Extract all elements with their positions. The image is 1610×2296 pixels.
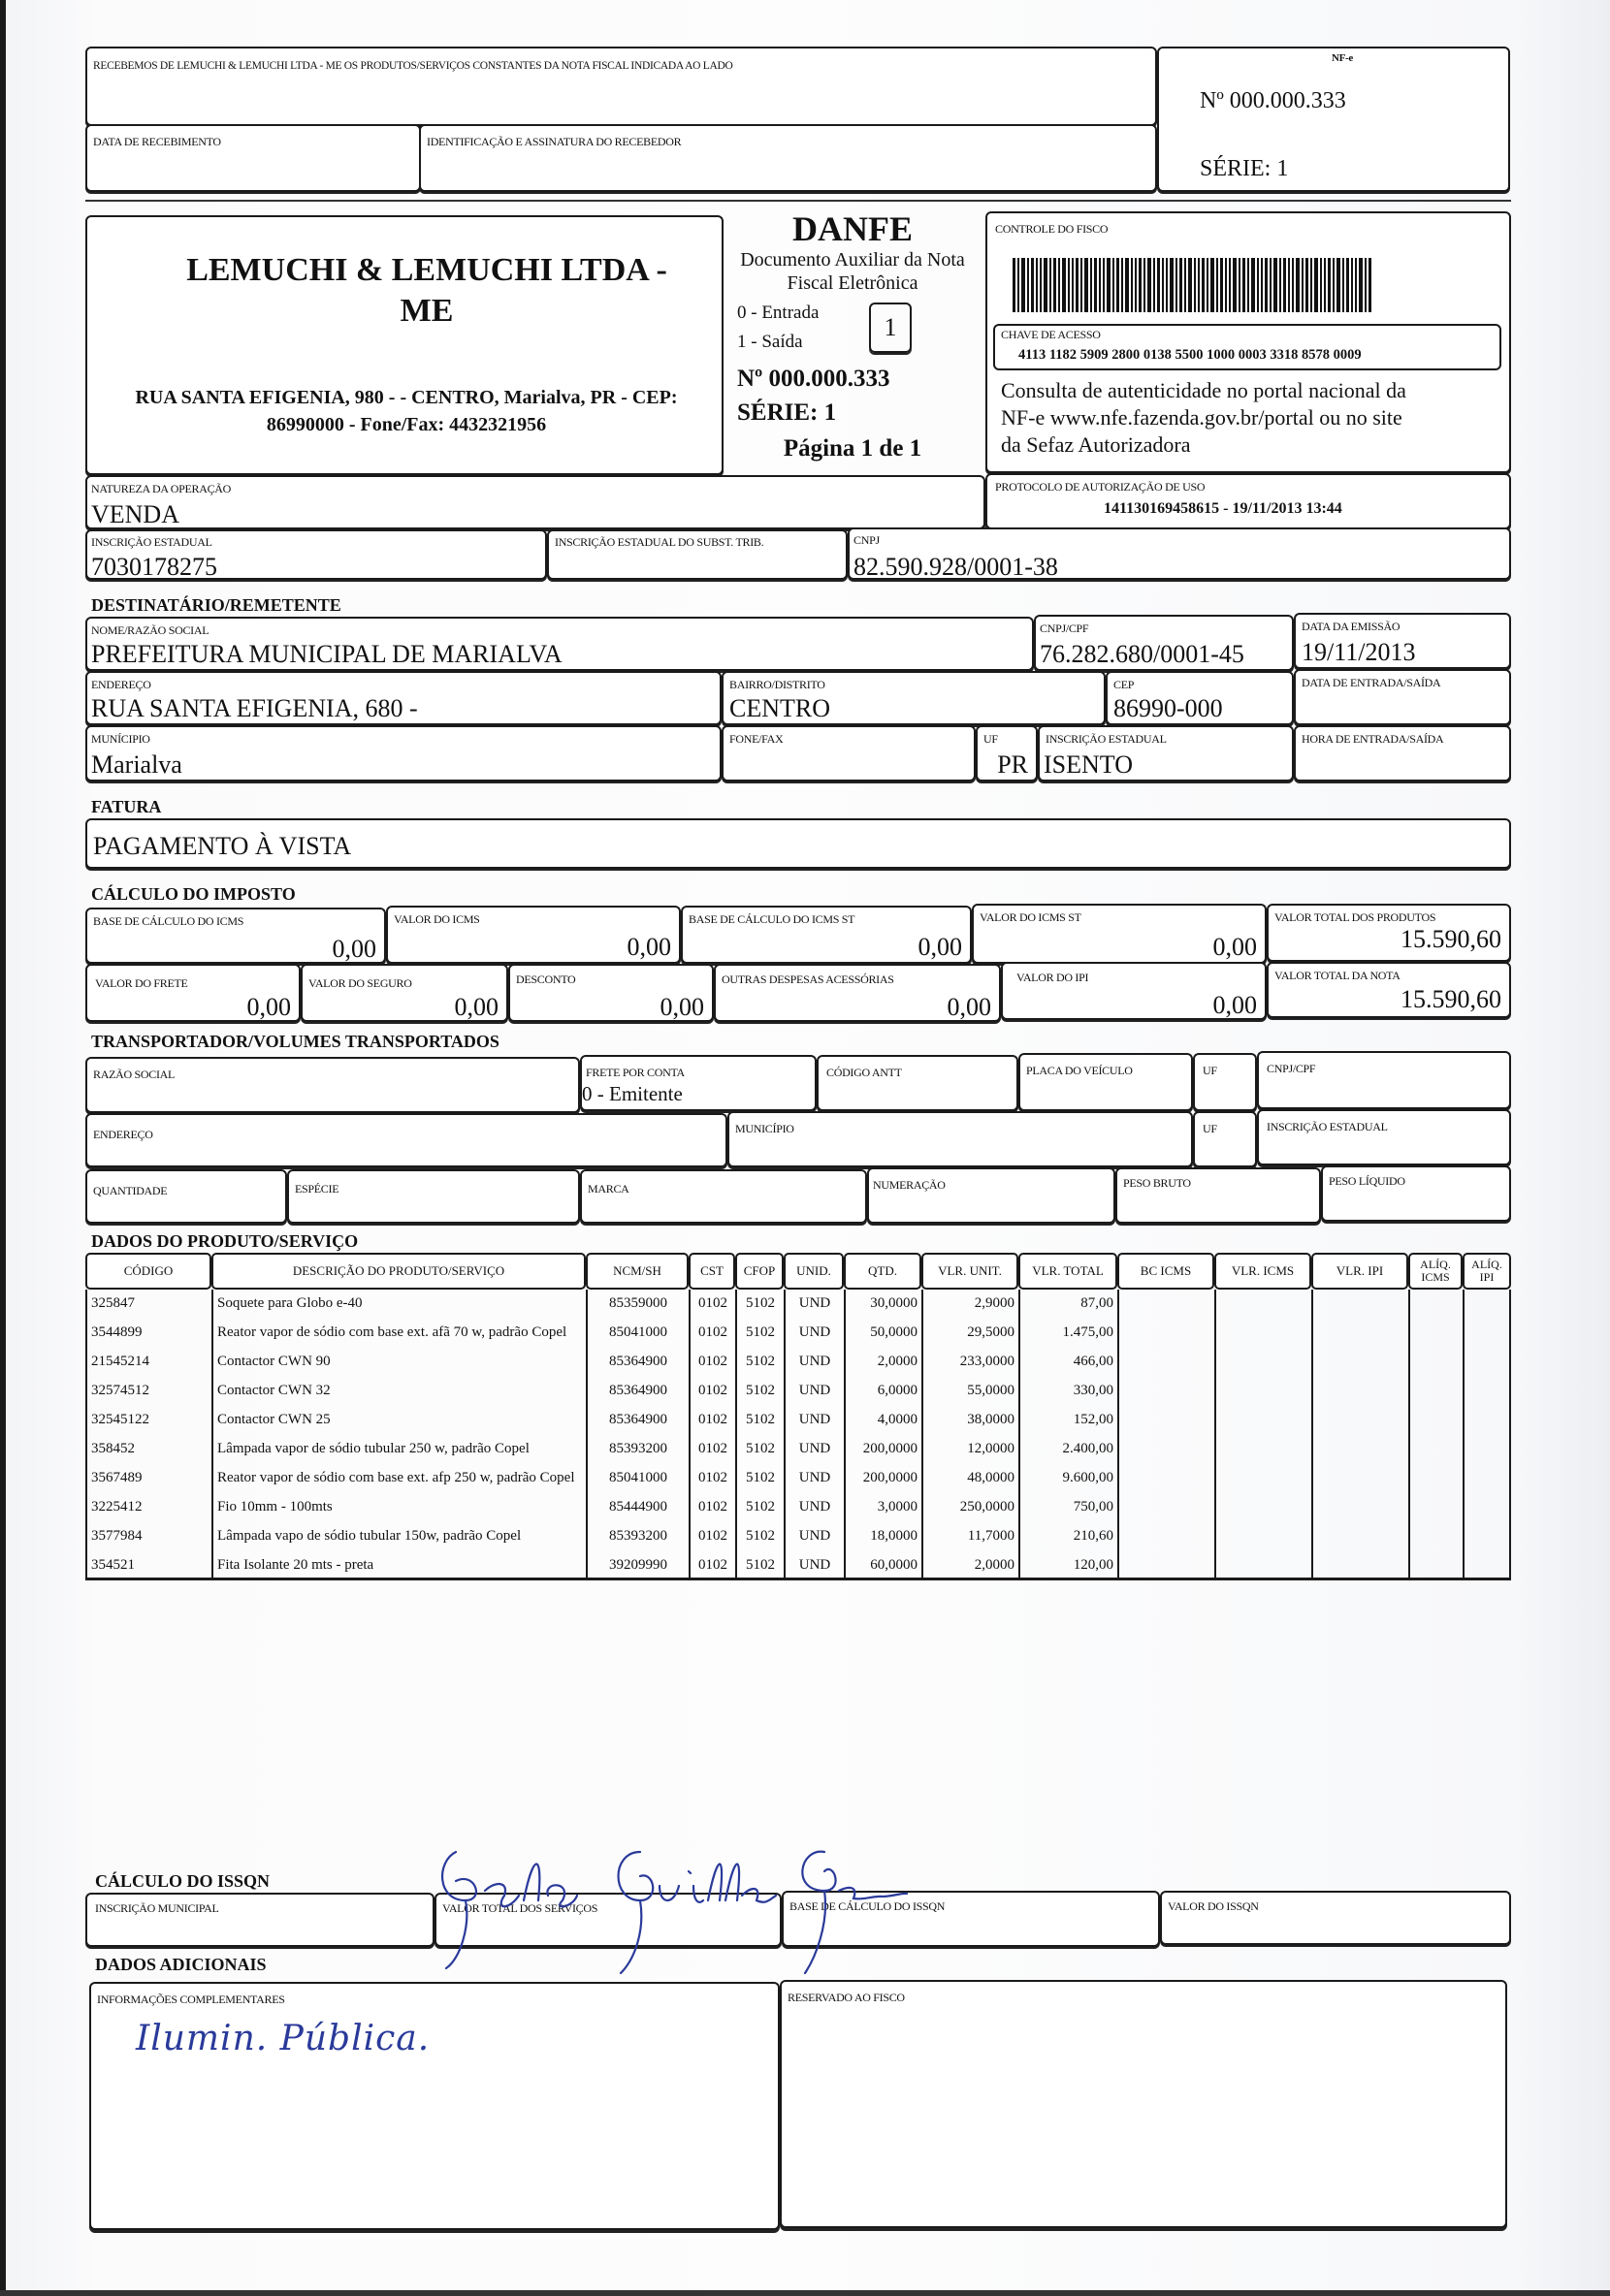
transp-ie-label: INSCRIÇÃO ESTADUAL [1267,1120,1388,1133]
consulta-line-2: NF-e www.nfe.fazenda.gov.br/portal ou no site [1001,405,1402,430]
transp-municipio-box [727,1111,1193,1167]
cell-cfop: 5102 [735,1348,784,1377]
cell-qtd: 6,0000 [844,1377,921,1406]
imposto-ipi-value: 0,00 [1212,991,1257,1019]
ie-label: INSCRIÇÃO ESTADUAL [91,535,212,549]
dest-cnpj-box [1034,615,1294,671]
canhoto-signature-box [419,124,1157,192]
imposto-bc-icms [85,908,386,964]
dest-entrada-saida-label: DATA DE ENTRADA/SAÍDA [1302,676,1441,689]
col-vlr-unit: VLR. UNIT. [921,1253,1018,1290]
natureza-value: VENDA [91,500,179,528]
danfe-tipo: 1 [884,313,897,341]
transp-uf-box [1193,1053,1257,1111]
info-complementares-box [89,1982,780,2230]
dest-municipio-label: MUNÍCIPIO [91,732,150,746]
imposto-total-produtos-value: 15.590,60 [1401,925,1501,953]
cell-cst: 0102 [689,1493,735,1522]
cell-cfop: 5102 [735,1493,784,1522]
cell-cfop: 5102 [735,1290,784,1319]
dest-emissao-box [1294,613,1511,669]
cell-qtd: 30,0000 [844,1290,921,1319]
cell-qtd: 4,0000 [844,1406,921,1435]
produtos-section-title: DADOS DO PRODUTO/SERVIÇO [91,1231,359,1251]
table-row [85,1406,1511,1435]
dest-cep-box [1106,671,1294,725]
cell-codigo: 358452 [85,1435,211,1464]
dest-nome-value: PREFEITURA MUNICIPAL DE MARIALVA [91,640,563,668]
cell-unit: 29,5000 [921,1319,1018,1348]
cell-codigo: 3577984 [85,1522,211,1551]
adicionais-section-title: DADOS ADICIONAIS [95,1955,267,1974]
imposto-bc-icms-st-value: 0,00 [918,933,962,961]
ie-st-label: INSCRIÇÃO ESTADUAL DO SUBST. TRIB. [555,535,764,549]
dest-ie-label: INSCRIÇÃO ESTADUAL [1046,732,1167,746]
cell-total: 750,00 [1018,1493,1117,1522]
emitente-address-1: RUA SANTA EFIGENIA, 980 - - CENTRO, Marialva, PR - CEP: [135,387,678,408]
transp-especie-label: ESPÉCIE [295,1182,339,1196]
dest-nome-box [85,617,1034,671]
cell-total: 2.400,00 [1018,1435,1117,1464]
cell-unid: UND [784,1435,844,1464]
cell-codigo: 325847 [85,1290,211,1319]
imposto-total-produtos [1267,904,1511,962]
imposto-valor-icms-value: 0,00 [627,933,671,961]
issqn-section-title: CÁLCULO DO ISSQN [95,1871,271,1891]
transp-uf-label: UF [1203,1064,1217,1077]
cell-ncm: 85393200 [586,1435,689,1464]
cell-descricao: Contactor CWN 32 [211,1377,586,1406]
col-cst: CST [689,1253,735,1290]
imposto-frete-label: VALOR DO FRETE [95,976,188,990]
cell-qtd: 50,0000 [844,1319,921,1348]
cell-codigo: 21545214 [85,1348,211,1377]
cell-qtd: 18,0000 [844,1522,921,1551]
chave-acesso-box [993,324,1501,370]
transp-marca-label: MARCA [588,1182,629,1196]
col-qtd: QTD. [844,1253,921,1290]
canhoto-date-label: DATA DE RECEBIMENTO [93,135,221,148]
transp-especie-box [287,1169,580,1224]
canhoto-serie: SÉRIE: 1 [1200,156,1289,181]
cell-cst: 0102 [689,1435,735,1464]
cell-total: 9.600,00 [1018,1464,1117,1493]
dest-fone-label: FONE/FAX [729,732,784,746]
transp-quantidade-label: QUANTIDADE [93,1184,168,1197]
barcode [1013,258,1449,312]
cell-unid: UND [784,1522,844,1551]
imposto-desconto-value: 0,00 [660,993,704,1021]
imposto-bc-icms-st [681,906,972,964]
imposto-bc-icms-label: BASE DE CÁLCULO DO ICMS [93,914,244,928]
dest-municipio-box [85,725,722,781]
dest-cnpj-value: 76.282.680/0001-45 [1040,640,1244,668]
cell-cfop: 5102 [735,1319,784,1348]
cell-cst: 0102 [689,1522,735,1551]
dest-uf-box [976,725,1038,781]
canhoto-number: Nº 000.000.333 [1200,88,1346,113]
cell-descricao: Contactor CWN 90 [211,1348,586,1377]
danfe-subtitle-2: Fiscal Eletrônica [787,272,918,294]
imposto-outras-label: OUTRAS DESPESAS ACESSÓRIAS [722,973,894,986]
controle-fisco-label: CONTROLE DO FISCO [995,222,1109,236]
canhoto-received-text: RECEBEMOS DE LEMUCHI & LEMUCHI LTDA - ME OS PRODUTOS/SERVIÇOS CONSTANTES DA NOTA FISCAL INDICADA AO LADO [93,60,733,72]
dest-municipio-value: Marialva [91,750,182,779]
dest-bairro-label: BAIRRO/DISTRITO [729,678,825,691]
cell-unit: 12,0000 [921,1435,1018,1464]
cell-descricao: Reator vapor de sódio com base ext. afã 70 w, padrão Copel [211,1319,586,1348]
danfe-serie: SÉRIE: 1 [737,399,837,426]
issqn-valor-label: VALOR DO ISSQN [1168,1899,1259,1913]
imposto-total-nota [1267,962,1511,1018]
col-cfop: CFOP [735,1253,784,1290]
col-vlr-total: VLR. TOTAL [1018,1253,1117,1290]
transp-peso-liquido-box [1321,1165,1511,1222]
danfe-tipo-box [869,303,912,353]
canhoto-nfe-label: NF-e [1331,52,1353,64]
dest-ie-value: ISENTO [1044,750,1133,779]
transp-ie-box [1257,1109,1511,1165]
imposto-seguro-label: VALOR DO SEGURO [308,976,412,990]
cell-cst: 0102 [689,1348,735,1377]
cell-codigo: 3567489 [85,1464,211,1493]
table-row [85,1464,1511,1493]
col-unid: UNID. [784,1253,844,1290]
cell-qtd: 200,0000 [844,1464,921,1493]
controle-fisco-box [985,211,1511,473]
imposto-total-produtos-label: VALOR TOTAL DOS PRODUTOS [1274,910,1436,924]
transp-numeracao-label: NUMERAÇÃO [873,1178,946,1192]
cell-descricao: Fita Isolante 20 mts - preta [211,1551,586,1580]
col-aliq-icms: ALÍQ. ICMS [1408,1253,1463,1290]
danfe-saida: 1 - Saída [737,332,803,352]
cell-qtd: 3,0000 [844,1493,921,1522]
transp-frete-value: 0 - Emitente [582,1082,683,1105]
transp-endereco-box [85,1113,727,1167]
imposto-seguro [301,964,508,1022]
cell-cst: 0102 [689,1290,735,1319]
imposto-bc-icms-st-label: BASE DE CÁLCULO DO ICMS ST [689,912,855,926]
dest-cep-value: 86990-000 [1113,694,1223,722]
imposto-section-title: CÁLCULO DO IMPOSTO [91,884,296,904]
transp-cnpj-label: CNPJ/CPF [1267,1062,1316,1075]
cell-codigo: 3225412 [85,1493,211,1522]
cell-ncm: 85041000 [586,1319,689,1348]
cell-descricao: Contactor CWN 25 [211,1406,586,1435]
col-ncm: NCM/SH [586,1253,689,1290]
danfe-pagina: Página 1 de 1 [783,435,922,462]
imposto-valor-icms-label: VALOR DO ICMS [394,912,480,926]
emitente-name: LEMUCHI & LEMUCHI LTDA - ME [186,252,667,329]
cell-unit: 2,9000 [921,1290,1018,1319]
cell-unit: 48,0000 [921,1464,1018,1493]
transp-antt-label: CÓDIGO ANTT [826,1066,902,1079]
destinatario-section-title: DESTINATÁRIO/REMETENTE [91,595,341,615]
cell-cfop: 5102 [735,1464,784,1493]
cell-cfop: 5102 [735,1551,784,1580]
cell-ncm: 85364900 [586,1406,689,1435]
transp-razao-label: RAZÃO SOCIAL [93,1068,176,1081]
cell-unit: 11,7000 [921,1522,1018,1551]
danfe-entrada: 0 - Entrada [737,303,820,323]
transp-placa-label: PLACA DO VEÍCULO [1026,1064,1133,1077]
transp-peso-bruto-box [1115,1167,1321,1224]
imposto-desconto [508,964,714,1022]
transp-frete-label: FRETE POR CONTA [586,1066,685,1079]
cell-qtd: 200,0000 [844,1435,921,1464]
cnpj-label: CNPJ [853,533,880,547]
cell-descricao: Soquete para Globo e-40 [211,1290,586,1319]
canhoto-cut-line [85,200,1511,202]
cell-unit: 250,0000 [921,1493,1018,1522]
dest-emissao-label: DATA DA EMISSÃO [1302,620,1401,633]
dest-hora-label: HORA DE ENTRADA/SAÍDA [1302,732,1444,746]
col-vlr-ipi: VLR. IPI [1311,1253,1408,1290]
consulta-line-3: da Sefaz Autorizadora [1001,432,1191,457]
transportador-section-title: TRANSPORTADOR/VOLUMES TRANSPORTADOS [91,1032,499,1051]
chave-acesso-label: CHAVE DE ACESSO [1001,328,1101,341]
dest-nome-label: NOME/RAZÃO SOCIAL [91,623,209,637]
transp-peso-liquido-label: PESO LÍQUIDO [1329,1174,1405,1188]
danfe-block [724,208,982,475]
cell-total: 152,00 [1018,1406,1117,1435]
dest-endereco-label: ENDEREÇO [91,678,151,691]
produtos-header-row [85,1253,1511,1290]
dest-bairro-value: CENTRO [729,694,830,722]
transp-placa-box [1018,1053,1193,1111]
cell-unid: UND [784,1493,844,1522]
dest-endereco-box [85,671,722,725]
col-vlr-icms: VLR. ICMS [1214,1253,1311,1290]
cell-ncm: 85041000 [586,1464,689,1493]
cnpj-value: 82.590.928/0001-38 [853,553,1058,581]
ie-box [85,529,547,580]
cell-total: 120,00 [1018,1551,1117,1580]
issqn-base-label: BASE DE CÁLCULO DO ISSQN [789,1899,946,1913]
col-aliq-ipi: ALÍQ. IPI [1463,1253,1511,1290]
cnpj-box [848,527,1511,580]
protocolo-box [985,473,1511,529]
emitente-address-2: 86990000 - Fone/Fax: 4432321956 [266,414,547,435]
imposto-total-nota-value: 15.590,60 [1401,985,1501,1013]
transp-marca-box [580,1169,867,1224]
imposto-valor-icms [386,906,681,964]
cell-codigo: 32574512 [85,1377,211,1406]
cell-unid: UND [784,1319,844,1348]
cell-total: 210,60 [1018,1522,1117,1551]
issqn-inscricao-box [85,1893,435,1947]
signature [417,1833,960,1978]
reservado-fisco-box [780,1980,1507,2228]
info-complementares-label: INFORMAÇÕES COMPLEMENTARES [97,1993,285,2006]
imposto-valor-icms-st-value: 0,00 [1212,933,1257,961]
cell-unid: UND [784,1290,844,1319]
cell-unid: UND [784,1464,844,1493]
cell-total: 330,00 [1018,1377,1117,1406]
protocolo-label: PROTOCOLO DE AUTORIZAÇÃO DE USO [995,480,1206,494]
table-row [85,1377,1511,1406]
cell-ncm: 85444900 [586,1493,689,1522]
consulta-line-1: Consulta de autenticidade no portal nacional da [1001,378,1406,402]
transp-uf2-box [1193,1111,1257,1167]
cell-descricao: Lâmpada vapo de sódio tubular 150w, padrão Copel [211,1522,586,1551]
imposto-outras-value: 0,00 [947,993,991,1021]
col-bc-icms: BC ICMS [1117,1253,1214,1290]
cell-cst: 0102 [689,1377,735,1406]
imposto-outras [714,964,1001,1022]
canhoto-date-box [85,124,421,192]
cell-total: 87,00 [1018,1290,1117,1319]
table-row [85,1551,1511,1580]
dest-fone-box [722,725,976,781]
cell-unid: UND [784,1551,844,1580]
cell-ncm: 85393200 [586,1522,689,1551]
cell-codigo: 32545122 [85,1406,211,1435]
cell-descricao: Fio 10mm - 100mts [211,1493,586,1522]
dest-ie-box [1038,725,1294,781]
protocolo-value: 141130169458615 - 19/11/2013 13:44 [1104,500,1342,517]
chave-acesso: 4113 1182 5909 2800 0138 5500 1000 0003 3318 8578 0009 [1018,347,1362,363]
cell-unid: UND [784,1406,844,1435]
ie-value: 7030178275 [91,553,217,581]
canhoto-received-box [85,47,1157,126]
dest-entrada-saida-box [1294,669,1511,725]
dest-endereco-value: RUA SANTA EFIGENIA, 680 - [91,694,418,722]
cell-qtd: 60,0000 [844,1551,921,1580]
reservado-fisco-label: RESERVADO AO FISCO [788,1991,905,2004]
cell-cst: 0102 [689,1319,735,1348]
issqn-valor-box [1160,1891,1511,1945]
transp-razao-box [85,1057,580,1113]
table-row [85,1319,1511,1348]
imposto-desconto-label: DESCONTO [516,973,576,986]
cell-unit: 38,0000 [921,1406,1018,1435]
table-row [85,1290,1511,1319]
cell-codigo: 3544899 [85,1319,211,1348]
cell-codigo: 354521 [85,1551,211,1580]
cell-qtd: 2,0000 [844,1348,921,1377]
cell-ncm: 39209990 [586,1551,689,1580]
transp-cnpj-box [1257,1051,1511,1109]
natureza-label: NATUREZA DA OPERAÇÃO [91,482,232,495]
table-row [85,1493,1511,1522]
cell-cfop: 5102 [735,1406,784,1435]
canhoto-nfe-box [1157,47,1510,192]
table-row [85,1435,1511,1464]
dest-uf-label: UF [983,732,998,746]
emitente-box [85,215,724,475]
ie-st-box [547,529,848,580]
transp-numeracao-box [867,1167,1115,1224]
fatura-box [85,818,1511,869]
imposto-seguro-value: 0,00 [454,993,499,1021]
imposto-total-nota-label: VALOR TOTAL DA NOTA [1274,969,1401,982]
imposto-bc-icms-value: 0,00 [332,935,376,963]
cell-cst: 0102 [689,1406,735,1435]
issqn-servicos-label: VALOR TOTAL DOS SERVIÇOS [442,1901,598,1915]
dest-cep-label: CEP [1113,678,1135,691]
imposto-ipi [1001,962,1267,1020]
cell-cfop: 5102 [735,1377,784,1406]
cell-unit: 233,0000 [921,1348,1018,1377]
imposto-frete [85,964,301,1022]
imposto-frete-value: 0,00 [246,993,291,1021]
transp-uf2-label: UF [1203,1122,1217,1135]
danfe-title: DANFE [792,209,913,248]
cell-unid: UND [784,1348,844,1377]
fatura-value: PAGAMENTO À VISTA [93,832,352,860]
cell-total: 1.475,00 [1018,1319,1117,1348]
transp-endereco-label: ENDEREÇO [93,1128,153,1141]
issqn-inscricao-label: INSCRIÇÃO MUNICIPAL [95,1901,219,1915]
imposto-ipi-label: VALOR DO IPI [1016,971,1089,984]
dest-bairro-box [722,671,1106,725]
transp-peso-bruto-label: PESO BRUTO [1123,1176,1191,1190]
col-descricao: DESCRIÇÃO DO PRODUTO/SERVIÇO [211,1253,586,1290]
danfe-number: Nº 000.000.333 [737,366,890,392]
dest-uf-value: PR [997,750,1028,779]
fatura-section-title: FATURA [91,797,162,816]
produtos-table [85,1253,1511,1580]
scan-bottom-edge [0,2290,1610,2296]
transp-quantidade-box [85,1169,287,1224]
cell-descricao: Lâmpada vapor de sódio tubular 250 w, padrão Copel [211,1435,586,1464]
transp-municipio-label: MUNICÍPIO [735,1122,794,1135]
cell-unit: 55,0000 [921,1377,1018,1406]
table-row [85,1348,1511,1377]
canhoto-signature-label: IDENTIFICAÇÃO E ASSINATURA DO RECEBEDOR [427,135,682,148]
cell-ncm: 85364900 [586,1348,689,1377]
dest-emissao-value: 19/11/2013 [1302,638,1416,666]
danfe-subtitle-1: Documento Auxiliar da Nota [740,249,965,271]
natureza-box [85,475,985,529]
cell-unit: 2,0000 [921,1551,1018,1580]
transp-antt-box [817,1055,1018,1111]
transp-frete-box [580,1055,817,1111]
dest-hora-box [1294,725,1511,781]
info-handwritten: Ilumin. Pública. [136,2019,431,2058]
cell-cfop: 5102 [735,1522,784,1551]
cell-descricao: Reator vapor de sódio com base ext. afp 250 w, padrão Copel [211,1464,586,1493]
cell-total: 466,00 [1018,1348,1117,1377]
imposto-valor-icms-st-label: VALOR DO ICMS ST [980,910,1081,924]
cell-ncm: 85359000 [586,1290,689,1319]
cell-cst: 0102 [689,1464,735,1493]
imposto-valor-icms-st [972,904,1267,964]
cell-unid: UND [784,1377,844,1406]
table-row [85,1522,1511,1551]
col-codigo: CÓDIGO [85,1253,211,1290]
cell-ncm: 85364900 [586,1377,689,1406]
cell-cst: 0102 [689,1551,735,1580]
cell-cfop: 5102 [735,1435,784,1464]
scan-edge [0,0,6,2296]
dest-cnpj-label: CNPJ/CPF [1040,622,1089,635]
